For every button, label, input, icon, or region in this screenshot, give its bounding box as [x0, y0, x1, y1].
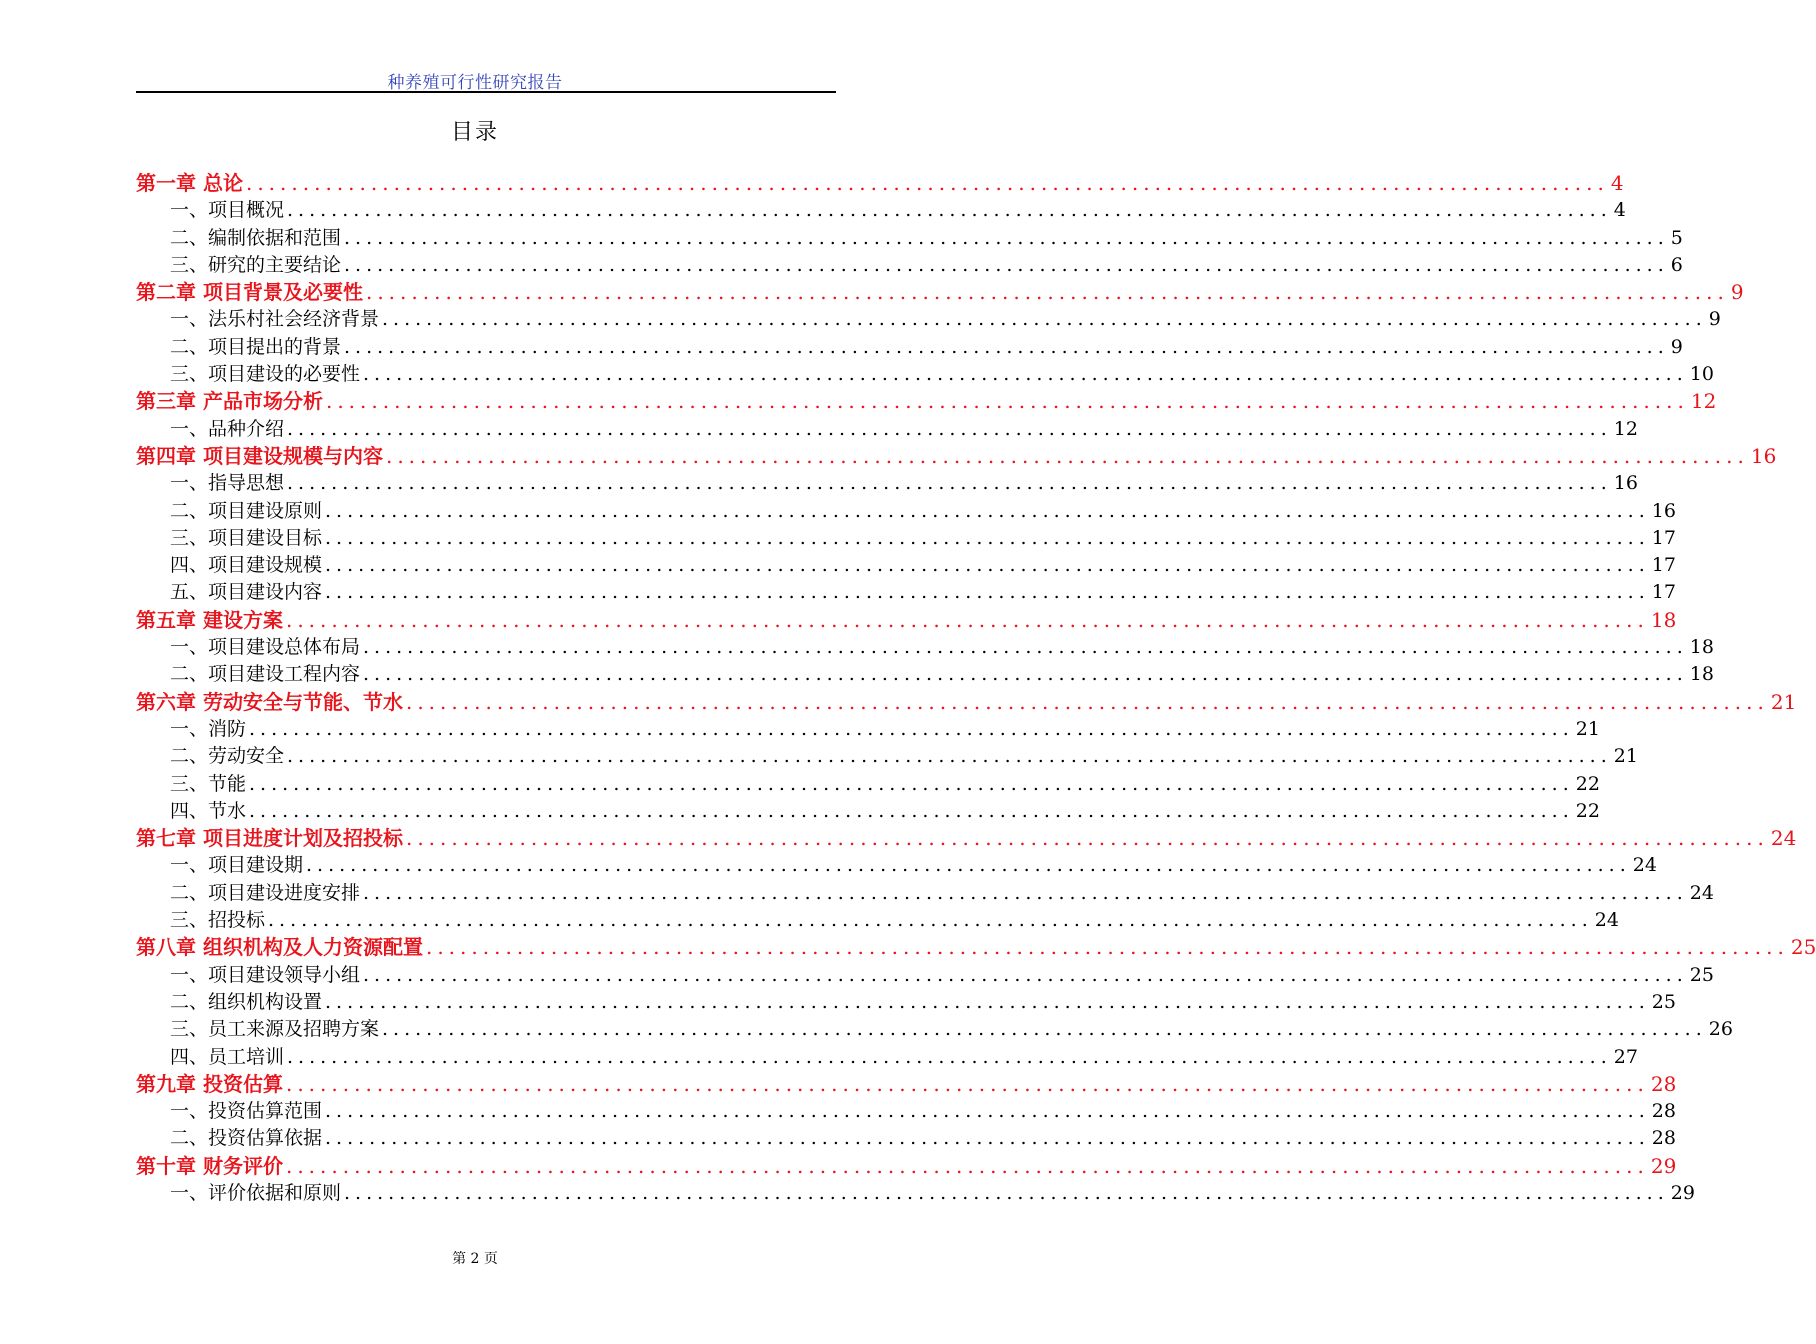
- toc-entry-label: 第六章 劳动安全与节能、节水: [136, 689, 403, 714]
- toc-dot-leader: ........................................................................................................................: [287, 199, 1612, 222]
- toc-section-entry[interactable]: [136, 361, 1714, 388]
- toc-section-entry[interactable]: [136, 416, 1638, 443]
- toc-entry-label: 第十章 财务评价: [136, 1153, 283, 1178]
- toc-page-number: 18: [1650, 607, 1677, 632]
- toc-dot-leader: ........................................................................................................................: [363, 881, 1688, 904]
- toc-chapter-entry[interactable]: [136, 825, 1797, 852]
- toc-dot-leader: ........................................................................................................................: [285, 1071, 1649, 1096]
- toc-section-entry[interactable]: [136, 1016, 1733, 1043]
- toc-dot-leader: ........................................................................................................................: [287, 1045, 1612, 1068]
- toc-dot-leader: ........................................................................................................................: [344, 253, 1669, 276]
- toc-chapter-entry[interactable]: [136, 689, 1797, 716]
- toc-page-number: 21: [1613, 745, 1638, 768]
- toc-section-entry[interactable]: [136, 743, 1638, 770]
- toc-entry-label: 二、项目建设进度安排: [170, 881, 361, 904]
- toc-section-entry[interactable]: [136, 907, 1619, 934]
- toc-dot-leader: ........................................................................................................................: [405, 689, 1769, 714]
- toc-entry-label: 三、项目建设的必要性: [170, 363, 361, 386]
- toc-section-entry[interactable]: [136, 470, 1638, 497]
- toc-entry-label: 四、项目建设规模: [170, 554, 323, 577]
- toc-entry-label: 二、组织机构设置: [170, 990, 323, 1013]
- toc-section-entry[interactable]: [136, 962, 1714, 989]
- toc-dot-leader: ........................................................................................................................: [325, 581, 1650, 604]
- toc-dot-leader: ........................................................................................................................: [325, 1100, 1650, 1123]
- toc-dot-leader: ........................................................................................................................: [365, 280, 1729, 305]
- toc-entry-label: 第八章 组织机构及人力资源配置: [136, 935, 423, 960]
- toc-dot-leader: ........................................................................................................................: [382, 1018, 1707, 1041]
- toc-entry-label: 二、项目提出的背景: [170, 335, 342, 358]
- toc-chapter-entry[interactable]: [136, 934, 1816, 961]
- toc-section-entry[interactable]: [136, 197, 1626, 224]
- running-header-title: 种养殖可行性研究报告: [387, 73, 563, 93]
- header-divider: [136, 91, 836, 93]
- toc-section-entry[interactable]: [136, 716, 1600, 743]
- toc-page-number: 26: [1708, 1018, 1733, 1041]
- toc-entry-label: 二、项目建设工程内容: [170, 663, 361, 686]
- toc-section-entry[interactable]: [136, 1125, 1676, 1152]
- toc-page-number: 22: [1575, 799, 1600, 822]
- toc-entry-label: 四、员工培训: [170, 1045, 285, 1068]
- toc-section-entry[interactable]: [136, 252, 1683, 279]
- toc-page-number: 24: [1632, 854, 1657, 877]
- page-number-footer: 第 2 页: [452, 1251, 498, 1267]
- toc-page-number: 17: [1651, 526, 1676, 549]
- toc-section-entry[interactable]: [136, 525, 1676, 552]
- toc-dot-leader: ........................................................................................................................: [325, 499, 1650, 522]
- toc-entry-label: 三、员工来源及招聘方案: [170, 1018, 380, 1041]
- toc-page-number: 22: [1575, 772, 1600, 795]
- toc-entry-label: 一、法乐村社会经济背景: [170, 308, 380, 331]
- toc-page-number: 25: [1651, 990, 1676, 1013]
- toc-chapter-entry[interactable]: [136, 607, 1677, 634]
- toc-dot-leader: ........................................................................................................................: [285, 607, 1649, 632]
- toc-dot-leader: ........................................................................................................................: [268, 909, 1593, 932]
- toc-page-number: 16: [1613, 472, 1638, 495]
- toc-dot-leader: ........................................................................................................................: [425, 935, 1789, 960]
- toc-page-number: 27: [1613, 1045, 1638, 1068]
- toc-entry-label: 一、投资估算范围: [170, 1100, 323, 1123]
- toc-dot-leader: ........................................................................................................................: [287, 472, 1612, 495]
- toc-page-number: 17: [1651, 581, 1676, 604]
- table-of-contents: [136, 170, 1816, 1207]
- toc-page-number: 29: [1650, 1153, 1677, 1178]
- toc-entry-label: 第二章 项目背景及必要性: [136, 280, 363, 305]
- toc-page-number: 9: [1670, 335, 1683, 358]
- toc-page-number: 12: [1690, 389, 1717, 414]
- toc-entry-label: 五、项目建设内容: [170, 581, 323, 604]
- toc-entry-label: 一、评价依据和原则: [170, 1181, 342, 1204]
- toc-entry-label: 一、指导思想: [170, 472, 285, 495]
- toc-section-entry[interactable]: [136, 771, 1600, 798]
- toc-page-number: 28: [1651, 1100, 1676, 1123]
- toc-dot-leader: ........................................................................................................................: [325, 554, 1650, 577]
- toc-chapter-entry[interactable]: [136, 388, 1717, 415]
- toc-section-entry[interactable]: [136, 852, 1657, 879]
- toc-dot-leader: ........................................................................................................................: [363, 663, 1688, 686]
- toc-section-entry[interactable]: [136, 498, 1676, 525]
- toc-dot-leader: ........................................................................................................................: [363, 963, 1688, 986]
- toc-section-entry[interactable]: [136, 1098, 1676, 1125]
- toc-entry-label: 一、消防: [170, 717, 247, 740]
- toc-section-entry[interactable]: [136, 634, 1714, 661]
- toc-page-number: 12: [1613, 417, 1638, 440]
- toc-dot-leader: ........................................................................................................................: [306, 854, 1631, 877]
- toc-dot-leader: ........................................................................................................................: [325, 1127, 1650, 1150]
- toc-page-number: 29: [1670, 1181, 1695, 1204]
- toc-page-number: 4: [1613, 199, 1626, 222]
- toc-page-number: 28: [1650, 1071, 1677, 1096]
- toc-dot-leader: ........................................................................................................................: [285, 1153, 1649, 1178]
- toc-dot-leader: ........................................................................................................................: [325, 389, 1689, 414]
- toc-heading: 目录: [450, 120, 499, 145]
- toc-page-number: 9: [1708, 308, 1721, 331]
- toc-page-number: 6: [1670, 253, 1683, 276]
- toc-page-number: 4: [1610, 171, 1624, 195]
- toc-entry-label: 一、项目建设期: [170, 854, 304, 877]
- toc-entry-label: 二、劳动安全: [170, 745, 285, 768]
- toc-entry-label: 二、项目建设原则: [170, 499, 323, 522]
- toc-dot-leader: ........................................................................................................................: [344, 335, 1669, 358]
- toc-page-number: 5: [1670, 226, 1683, 249]
- toc-page-number: 25: [1689, 963, 1714, 986]
- toc-page-number: 24: [1770, 826, 1797, 851]
- toc-page-number: 10: [1689, 363, 1714, 386]
- toc-entry-label: 第七章 项目进度计划及招投标: [136, 826, 403, 851]
- toc-entry-label: 第五章 建设方案: [136, 607, 283, 632]
- toc-dot-leader: ........................................................................................................................: [249, 799, 1574, 822]
- toc-entry-label: 一、项目建设领导小组: [170, 963, 361, 986]
- toc-section-entry[interactable]: [136, 225, 1683, 252]
- toc-entry-label: 第九章 投资估算: [136, 1071, 283, 1096]
- toc-entry-label: 一、项目建设总体布局: [170, 636, 361, 659]
- toc-dot-leader: ........................................................................................................................: [385, 443, 1749, 468]
- toc-dot-leader: ........................................................................................................................: [405, 826, 1769, 851]
- toc-entry-label: 三、项目建设目标: [170, 526, 323, 549]
- toc-page-number: 16: [1750, 443, 1777, 468]
- toc-chapter-entry[interactable]: [136, 443, 1777, 470]
- toc-dot-leader: ........................................................................................................................: [249, 772, 1574, 795]
- toc-section-entry[interactable]: [136, 552, 1676, 579]
- toc-dot-leader: ........................................................................................................................: [245, 171, 1609, 195]
- toc-page-number: 21: [1770, 689, 1797, 714]
- toc-page-number: 28: [1651, 1127, 1676, 1150]
- toc-chapter-entry[interactable]: [136, 1071, 1677, 1098]
- toc-dot-leader: ........................................................................................................................: [344, 1181, 1669, 1204]
- toc-section-entry[interactable]: [136, 798, 1600, 825]
- toc-dot-leader: ........................................................................................................................: [382, 308, 1707, 331]
- toc-page-number: 17: [1651, 554, 1676, 577]
- toc-section-entry[interactable]: [136, 880, 1714, 907]
- toc-chapter-entry[interactable]: [136, 279, 1744, 306]
- toc-page-number: 18: [1689, 636, 1714, 659]
- toc-section-entry[interactable]: [136, 306, 1721, 333]
- toc-dot-leader: ........................................................................................................................: [363, 636, 1688, 659]
- toc-entry-label: 三、招投标: [170, 909, 266, 932]
- toc-entry-label: 第四章 项目建设规模与内容: [136, 443, 383, 468]
- toc-page-number: 18: [1689, 663, 1714, 686]
- toc-dot-leader: ........................................................................................................................: [287, 745, 1612, 768]
- toc-page-number: 24: [1594, 909, 1619, 932]
- toc-section-entry[interactable]: [136, 334, 1683, 361]
- toc-entry-label: 四、节水: [170, 799, 247, 822]
- toc-chapter-entry[interactable]: [136, 1153, 1677, 1180]
- toc-entry-label: 第三章 产品市场分析: [136, 389, 323, 414]
- toc-page-number: 25: [1790, 935, 1816, 960]
- toc-entry-label: 一、品种介绍: [170, 417, 285, 440]
- toc-page-number: 16: [1651, 499, 1676, 522]
- toc-dot-leader: ........................................................................................................................: [344, 226, 1669, 249]
- toc-section-entry[interactable]: [136, 1180, 1695, 1207]
- toc-dot-leader: ........................................................................................................................: [325, 526, 1650, 549]
- toc-section-entry[interactable]: [136, 661, 1714, 688]
- toc-chapter-entry[interactable]: [136, 170, 1624, 197]
- toc-entry-label: 二、编制依据和范围: [170, 226, 342, 249]
- toc-page-number: 24: [1689, 881, 1714, 904]
- toc-dot-leader: ........................................................................................................................: [249, 717, 1574, 740]
- toc-section-entry[interactable]: [136, 1044, 1638, 1071]
- toc-dot-leader: ........................................................................................................................: [287, 417, 1612, 440]
- toc-entry-label: 二、投资估算依据: [170, 1127, 323, 1150]
- toc-page-number: 21: [1575, 717, 1600, 740]
- toc-page-number: 9: [1730, 280, 1744, 305]
- toc-dot-leader: ........................................................................................................................: [363, 363, 1688, 386]
- toc-entry-label: 第一章 总论: [136, 171, 243, 195]
- toc-section-entry[interactable]: [136, 579, 1676, 606]
- toc-entry-label: 一、项目概况: [170, 199, 285, 222]
- toc-dot-leader: ........................................................................................................................: [325, 990, 1650, 1013]
- toc-section-entry[interactable]: [136, 989, 1676, 1016]
- toc-entry-label: 三、节能: [170, 772, 247, 795]
- toc-entry-label: 三、研究的主要结论: [170, 253, 342, 276]
